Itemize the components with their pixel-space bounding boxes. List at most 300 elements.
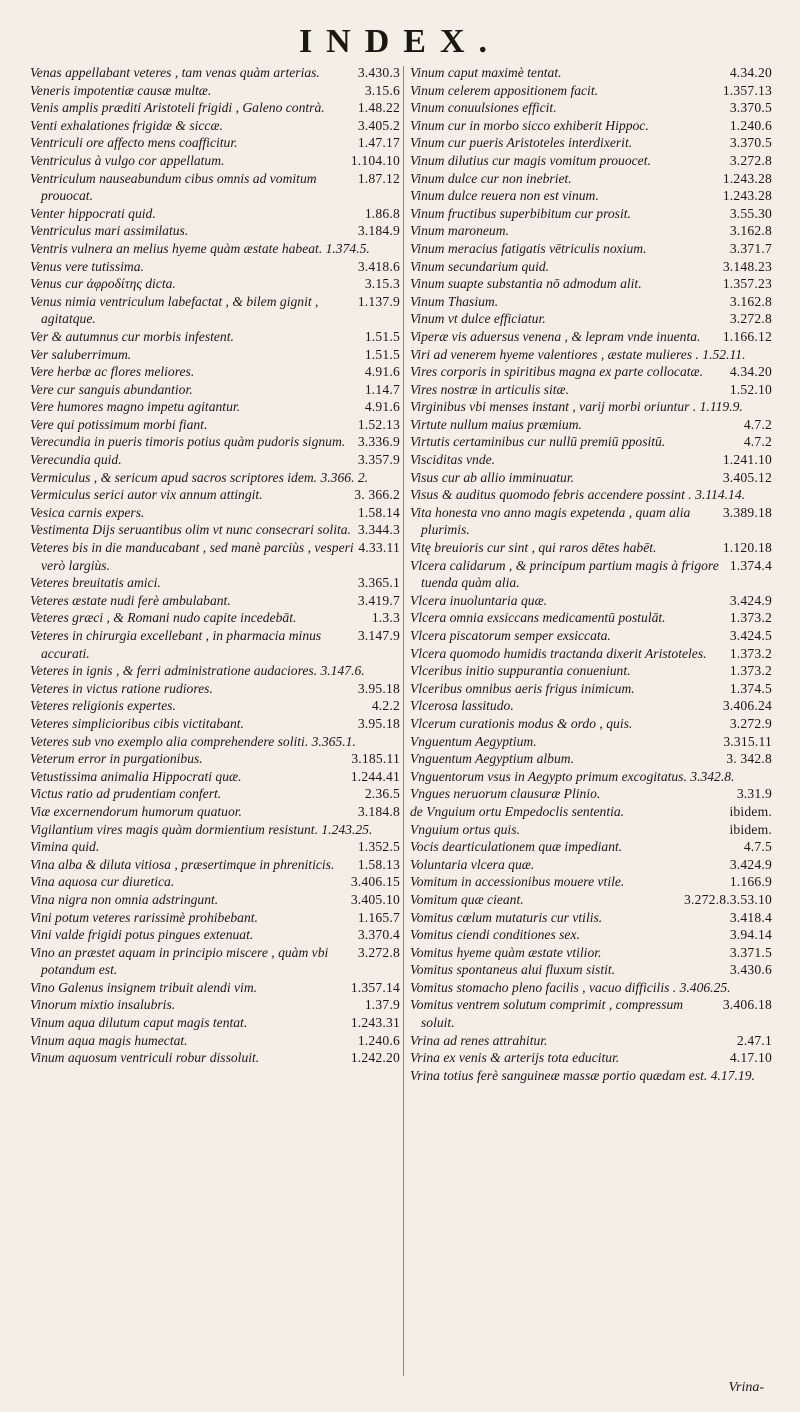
index-entry [30, 909, 400, 927]
entry-reference: 3.272.8 [729, 152, 772, 168]
index-entry [30, 293, 400, 328]
entry-reference: 3.430.3 [357, 65, 400, 80]
index-entry [30, 856, 400, 874]
entry-text: Veteres religionis expertes. [30, 698, 176, 714]
entry-text: Vlcerum curationis modus & ordo , quis. [410, 715, 633, 731]
entry-text: Veteres æstate nudi ferè ambulabant. [30, 592, 231, 608]
entry-text: Vlcera omnia exsiccans medicamentū postulāt. [410, 610, 666, 626]
entry-reference: 1.37.9 [364, 997, 400, 1013]
index-entry [30, 891, 400, 909]
entry-text: Veteres breuitatis amici. [30, 575, 161, 591]
entry-text: Vini potum veteres rarissimè prohibebant. [30, 909, 258, 925]
entry-text: Venus cur ἀφροδίτης dicta. [30, 276, 176, 292]
entry-text: Vina aquosa cur diuretica. [30, 874, 175, 890]
entry-text: Ventriculus à vulgo cor appellatum. [30, 152, 225, 168]
entry-text: Ver & autumnus cur morbis infestent. [30, 328, 234, 344]
entry-text: Ventriculum nauseabundum cibus omnis ad vomitum prouocat. [30, 170, 317, 204]
entry-reference: 3. 342.8 [726, 751, 772, 767]
entry-text: Vlceribus omnibus aeris frigus inimicum. [410, 680, 635, 696]
entry-text: Vomitus spontaneus alui fluxum sistit. [410, 962, 616, 978]
entry-text: Vere cur sanguis abundantior. [30, 381, 193, 397]
entry-text: Ver saluberrimum. [30, 346, 132, 362]
index-entry [410, 803, 772, 821]
entry-reference: 1.47.17 [357, 135, 400, 151]
entry-reference: 1.52.10 [729, 381, 772, 397]
entry-reference: 1.86.8 [364, 205, 400, 221]
entry-reference: 3.365.1 [357, 575, 400, 591]
entry-reference: 1.357.13 [722, 82, 772, 98]
index-entry [30, 838, 400, 856]
index-entry [30, 469, 400, 487]
entry-reference: 1.243.28 [722, 188, 772, 204]
entry-reference: 3.55.30 [729, 205, 772, 221]
entry-text: Vlceribus initio suppurantia conueniunt. [410, 663, 631, 679]
index-entry [410, 697, 772, 715]
index-entry [410, 117, 772, 135]
index-entry [410, 996, 772, 1031]
entry-text: Veterum error in purgationibus. [30, 751, 203, 767]
entry-reference: 3.15.6 [364, 82, 400, 98]
index-entry [410, 909, 772, 927]
entry-reference: 4.91.6 [364, 364, 400, 380]
entry-text: Venti exhalationes frigidæ & siccæ. [30, 117, 223, 133]
entry-text: Venter hippocrati quid. [30, 205, 156, 221]
entry-reference: 3.406.18 [722, 997, 772, 1013]
entry-text: Vrina totius ferè sanguineæ massæ portio quædam est. 4.17.19. [410, 1067, 755, 1083]
entry-text: Vigilantium vires magis quàm dormientium resistunt. 1.243.25. [30, 821, 373, 837]
entry-text: Vino Galenus insignem tribuit alendi vim. [30, 979, 258, 995]
index-entry [410, 592, 772, 610]
index-entry [30, 979, 400, 997]
index-entry [30, 134, 400, 152]
entry-text: Vere qui potissimum morbi fiant. [30, 416, 208, 432]
index-entry [410, 1049, 772, 1067]
index-entry [410, 504, 772, 539]
entry-reference: 3.418.4 [729, 909, 772, 925]
entry-reference: 1.242.20 [350, 1050, 400, 1066]
index-entry [30, 381, 400, 399]
entry-reference: 3.357.9 [357, 452, 400, 468]
entry-text: Vinum suapte substantia nō admodum alit. [410, 276, 642, 292]
index-entry [410, 609, 772, 627]
index-entry [410, 944, 772, 962]
entry-reference: 3.424.9 [729, 856, 772, 872]
entry-reference: 1.48.22 [357, 100, 400, 116]
entry-text: Vomitus hyeme quàm æstate vtilior. [410, 944, 602, 960]
entry-text: Vinorum mixtio insalubris. [30, 997, 176, 1013]
index-entry [30, 574, 400, 592]
entry-text: Vnguentum Aegyptium. [410, 733, 537, 749]
entry-reference: 3.424.9 [729, 592, 772, 608]
entry-reference: 1.166.12 [722, 328, 772, 344]
entry-text: Vermiculus , & sericum apud sacros scriptores idem. 3.366. 2. [30, 469, 369, 485]
entry-reference: 3.185.11 [351, 751, 400, 767]
entry-reference: 3.31.9 [736, 786, 772, 802]
index-entry [410, 662, 772, 680]
index-entry [410, 979, 772, 997]
entry-reference: 3.336.9 [357, 434, 400, 450]
entry-text: Vinum maroneum. [410, 223, 509, 239]
entry-reference: 4.7.5 [743, 839, 772, 855]
index-entry [30, 926, 400, 944]
entry-text: Vomitus ventrem solutum comprimit , compressum soluit. [410, 997, 684, 1031]
entry-text: Vocis dearticulationem quæ impediant. [410, 839, 623, 855]
index-entry [30, 1049, 400, 1067]
entry-reference: 1.166.9 [729, 874, 772, 890]
index-entry [410, 627, 772, 645]
entry-text: Virtutis certaminibus cur nullū premiū ppositū. [410, 434, 666, 450]
index-entry [30, 521, 400, 539]
entry-reference: 1.58.13 [357, 856, 400, 872]
entry-reference: 3.184.9 [357, 223, 400, 239]
index-entry [30, 504, 400, 522]
entry-text: Vestimenta Dijs seruantibus olim vt nunc consecrari solita. [30, 522, 351, 538]
entry-reference: 3.418.6 [357, 258, 400, 274]
entry-text: Vires nostræ in articulis sitæ. [410, 381, 569, 397]
entry-reference: 4.34.20 [729, 364, 772, 380]
index-entry [30, 64, 400, 82]
index-entry [30, 433, 400, 451]
index-entry [410, 557, 772, 592]
entry-reference: 1.374.4 [729, 557, 772, 573]
entry-text: Vere herbæ ac flores meliores. [30, 364, 195, 380]
entry-text: Vinum Thasium. [410, 293, 499, 309]
entry-text: Veteres sub vno exemplo alia comprehendere soliti. 3.365.1. [30, 733, 356, 749]
entry-reference: 4.7.2 [743, 416, 772, 432]
catchword: Vrina- [728, 1380, 764, 1395]
entry-text: Virginibus vbi menses instant , varij morbi oriuntur . 1.119.9. [410, 399, 743, 415]
entry-reference: 1.137.9 [357, 293, 400, 309]
index-entry [410, 258, 772, 276]
entry-reference: 4.17.10 [729, 1050, 772, 1066]
entry-text: Vlcerosa lassitudo. [410, 698, 514, 714]
entry-text: Vomitum in accessionibus mouere vtile. [410, 874, 625, 890]
index-entry [410, 328, 772, 346]
index-entry [410, 152, 772, 170]
entry-text: Vinum meracius fatigatis vētriculis noxium. [410, 240, 647, 256]
entry-text: Veteres bis in die manducabant , sed manè parciùs , vesperi verò largiùs. [30, 540, 354, 573]
entry-reference: 3.95.18 [357, 680, 400, 696]
entry-text: Victus ratio ad prudentiam confert. [30, 786, 222, 802]
index-entry [410, 750, 772, 768]
entry-text: Vina nigra non omnia adstringunt. [30, 891, 219, 907]
index-entry [410, 838, 772, 856]
index-entry [410, 926, 772, 944]
entry-text: Vinum aqua magis humectat. [30, 1032, 188, 1048]
index-entry [30, 258, 400, 276]
entry-text: Visciditas vnde. [410, 452, 496, 468]
entry-text: Vita honesta vno anno magis expetenda , quam alia plurimis. [410, 504, 691, 538]
entry-reference: 2.36.5 [364, 786, 400, 802]
entry-reference: 1.104.10 [350, 152, 400, 168]
index-entry [30, 117, 400, 135]
index-entry [410, 416, 772, 434]
index-entry [30, 750, 400, 768]
index-entry [30, 680, 400, 698]
index-entry [410, 1032, 772, 1050]
index-entry [410, 891, 772, 909]
entry-text: de Vnguium ortu Empedoclis sententia. [410, 803, 625, 819]
index-entry [30, 803, 400, 821]
entry-text: Vrina ex venis & arterijs tota educitur. [410, 1050, 620, 1066]
index-entry [410, 398, 772, 416]
entry-reference: 1.243.31 [350, 1015, 400, 1031]
entry-reference: 3.405.12 [722, 469, 772, 485]
index-entry [30, 785, 400, 803]
entry-text: Vinum dulce reuera non est vinum. [410, 188, 599, 204]
index-entry [30, 662, 400, 680]
index-entry [30, 222, 400, 240]
entry-reference: 1.240.6 [357, 1032, 400, 1048]
entry-reference: 3.344.3 [357, 522, 400, 538]
entry-text: Vlcera calidarum , & principum partium magis à frigore tuenda quàm alia. [410, 557, 719, 591]
entry-text: Veteres simplicioribus cibis victitabant. [30, 715, 244, 731]
entry-reference: 3.94.14 [729, 927, 772, 943]
page-title: INDEX. [298, 23, 502, 60]
entry-reference: 1.240.6 [729, 117, 772, 133]
entry-text: Ventris vulnera an melius hyeme quàm æstate habeat. 1.374.5. [30, 240, 370, 256]
entry-reference: 3.405.2 [357, 117, 400, 133]
index-entry [30, 697, 400, 715]
index-entry [410, 170, 772, 188]
entry-reference: 1.244.41 [350, 768, 400, 784]
entry-text: Verecundia quid. [30, 452, 122, 468]
index-entry [30, 416, 400, 434]
entry-text: Vrina ad renes attrahitur. [410, 1032, 548, 1048]
entry-reference: 3.148.23 [722, 258, 772, 274]
index-entry [30, 486, 400, 504]
entry-reference: 1.241.10 [722, 452, 772, 468]
entry-text: Vlcera piscatorum semper exsiccata. [410, 628, 611, 643]
entry-text: Viri ad venerem hyeme valentiores , æstate mulieres . 1.52.11. [410, 346, 746, 362]
index-entry [410, 469, 772, 487]
entry-text: Vinum aquosum ventriculi robur dissoluit. [30, 1050, 260, 1066]
entry-reference: 3.406.24 [722, 698, 772, 714]
entry-reference: 3.272.8 [729, 311, 772, 327]
index-entry [410, 275, 772, 293]
entry-text: Veteres in victus ratione rudiores. [30, 680, 213, 696]
entry-text: Virtute nullum maius præmium. [410, 416, 582, 432]
index-entry [30, 609, 400, 627]
entry-text: Verecundia in pueris timoris potius quàm pudoris signum. [30, 434, 346, 450]
entry-text: Ventriculi ore affecto mens coafficitur. [30, 135, 238, 151]
entry-text: Vinum conuulsiones efficit. [410, 100, 557, 116]
entry-reference: 3.389.18 [722, 504, 772, 520]
entry-reference: 3.424.5 [729, 628, 772, 643]
index-entry [30, 592, 400, 610]
index-entry [410, 222, 772, 240]
index-entry [30, 768, 400, 786]
index-entry [30, 275, 400, 293]
entry-text: Vesica carnis expers. [30, 504, 145, 520]
entry-reference: 4.91.6 [364, 399, 400, 415]
entry-reference: ibidem. [729, 803, 772, 819]
index-entry [30, 715, 400, 733]
entry-reference: 1.51.5 [364, 346, 400, 362]
entry-text: Vires corporis in spiritibus magna ex parte collocatæ. [410, 364, 704, 380]
index-entry [410, 768, 772, 786]
column-divider [403, 66, 404, 1376]
entry-text: Veteres in chirurgia excellebant , in pharmacia minus accurati. [30, 628, 322, 661]
entry-reference: 3.370.5 [729, 135, 772, 151]
entry-text: Visus & auditus quomodo febris accendere possint . 3.114.14. [410, 487, 746, 503]
entry-text: Venus vere tutissima. [30, 258, 144, 274]
index-entry [30, 346, 400, 364]
index-entry [410, 785, 772, 803]
index-entry [410, 856, 772, 874]
index-entry [410, 961, 772, 979]
index-entry [410, 99, 772, 117]
entry-text: Vinum secundarium quid. [410, 258, 550, 274]
right-column [410, 64, 772, 1084]
entry-text: Venis amplis præditi Aristoteli frigidi , Galeno contrà. [30, 100, 325, 116]
entry-reference: 3.371.7 [729, 240, 772, 256]
index-entry [410, 733, 772, 751]
entry-text: Vinum cur in morbo sicco exhiberit Hippoc. [410, 117, 649, 133]
index-entry [30, 240, 400, 258]
entry-reference: 1.243.28 [722, 170, 772, 186]
entry-reference: 3.272.9 [729, 715, 772, 731]
entry-text: Vini valde frigidi potus pingues extenuat. [30, 927, 254, 943]
entry-text: Veteres in ignis , & ferri administratione audaciores. 3.147.6. [30, 663, 365, 679]
index-entry [30, 821, 400, 839]
index-entry [30, 205, 400, 223]
entry-text: Vnguentorum vsus in Aegypto primum excogitatus. 3.342.8. [410, 768, 735, 784]
entry-text: Vlcera quomodo humidis tractanda dixerit Aristoteles. [410, 645, 707, 661]
index-entry [410, 346, 772, 364]
entry-text: Vngues neruorum clausuræ Plinio. [410, 786, 601, 802]
entry-reference: 3.95.18 [357, 715, 400, 731]
entry-reference: 4.7.2 [743, 434, 772, 450]
index-entry [30, 82, 400, 100]
entry-reference: 1.58.14 [357, 504, 400, 520]
index-entry [30, 451, 400, 469]
entry-text: Voluntaria vlcera quæ. [410, 856, 535, 872]
entry-reference: 1.14.7 [364, 381, 400, 397]
index-entry [410, 451, 772, 469]
entry-reference: 4.34.20 [729, 65, 772, 80]
entry-reference: 3.162.8 [729, 223, 772, 239]
entry-reference: 1.357.23 [722, 276, 772, 292]
index-entry [410, 715, 772, 733]
entry-text: Vomitus cœlum mutaturis cur vtilis. [410, 909, 603, 925]
index-entry [410, 486, 772, 504]
entry-text: Viperæ vis aduersus venena , & lepram vnde inuenta. [410, 328, 701, 344]
index-entry [410, 187, 772, 205]
entry-text: Vinum cur pueris Aristoteles interdixerit. [410, 135, 633, 151]
entry-reference: 1.52.13 [357, 416, 400, 432]
index-entry [410, 680, 772, 698]
entry-text: Venus nimia ventriculum labefactat , & bilem gignit , agitatque. [30, 293, 319, 327]
entry-text: Vina alba & diluta vitiosa , præsertimque in phreniticis. [30, 856, 335, 872]
index-entry [410, 645, 772, 663]
entry-text: Vetustissima animalia Hippocrati quæ. [30, 768, 242, 784]
entry-reference: 1.373.2 [729, 645, 772, 661]
entry-reference: 3.370.5 [729, 100, 772, 116]
entry-reference: 2.47.1 [736, 1032, 772, 1048]
index-entry [30, 363, 400, 381]
index-entry [30, 398, 400, 416]
index-entry [410, 205, 772, 223]
entry-reference: 3.184.8 [357, 803, 400, 819]
entry-reference: 4.33.11 [358, 540, 400, 556]
entry-text: Vitę breuioris cur sint , qui raros dētes habēt. [410, 540, 657, 556]
index-entry [410, 64, 772, 82]
entry-text: Vinum vt dulce efficiatur. [410, 311, 546, 327]
index-entry [30, 152, 400, 170]
entry-reference: 1.374.5 [729, 680, 772, 696]
entry-reference: 3.406.15 [350, 874, 400, 890]
entry-reference: 1.373.2 [729, 610, 772, 626]
entry-text: Viæ excernendorum humorum quatuor. [30, 803, 242, 819]
entry-text: Visus cur ab allio imminuatur. [410, 469, 575, 485]
entry-reference: 3.370.4 [357, 927, 400, 943]
entry-text: Vomitus ciendi conditiones sex. [410, 927, 580, 943]
entry-reference: 3.371.5 [729, 944, 772, 960]
entry-text: Vinum fructibus superbibitum cur prosit. [410, 205, 631, 221]
entry-reference: 1.357.14 [350, 979, 400, 995]
entry-text: Vlcera inuoluntaria quæ. [410, 592, 548, 608]
index-entry [410, 1067, 772, 1085]
entry-text: Vnguium ortus quis. [410, 821, 520, 837]
entry-text: Ventriculus mari assimilatus. [30, 223, 189, 239]
entry-reference: 1.120.18 [722, 540, 772, 556]
index-entry [410, 539, 772, 557]
entry-text: Veneris impotentiæ causæ multæ. [30, 82, 212, 98]
index-entry [30, 170, 400, 205]
entry-text: Vino an præstet aquam in principio miscere , quàm vbi potandum est. [30, 944, 329, 978]
index-entry [410, 363, 772, 381]
index-entry [30, 627, 400, 662]
entry-reference: 3.315.11 [723, 733, 772, 749]
index-entry [410, 873, 772, 891]
left-column [30, 64, 400, 1067]
index-entry [410, 433, 772, 451]
entry-reference: 3.430.6 [729, 962, 772, 978]
entry-reference: 1.165.7 [357, 909, 400, 925]
entry-text: Vnguentum Aegyptium album. [410, 751, 574, 767]
entry-reference: 3. 366.2 [354, 487, 400, 503]
index-entry [30, 944, 400, 979]
entry-reference: 1.51.5 [364, 328, 400, 344]
index-entry [30, 996, 400, 1014]
index-entry [410, 240, 772, 258]
entry-text: Vomitus stomacho pleno facilis , vacuo difficilis . 3.406.25. [410, 979, 731, 995]
entry-reference: 1.352.5 [357, 839, 400, 855]
index-entry [410, 82, 772, 100]
entry-reference: 3.147.9 [357, 628, 400, 643]
entry-reference: 3.419.7 [357, 592, 400, 608]
entry-reference: 3.272.8 [357, 944, 400, 960]
index-entry [410, 134, 772, 152]
entry-text: Vere humores magno impetu agitantur. [30, 399, 241, 415]
entry-text: Vinum celerem appositionem facit. [410, 82, 599, 98]
index-entry [30, 99, 400, 117]
entry-text: Vinum dulce cur non inebriet. [410, 170, 572, 186]
entry-text: Vomitum quæ cieant. [410, 891, 524, 907]
entry-reference: 1.3.3 [371, 610, 400, 626]
entry-text: Vinum dilutius cur magis vomitum prouocet. [410, 152, 651, 168]
index-entry [410, 821, 772, 839]
index-entry [30, 1032, 400, 1050]
entry-reference: 1.87.12 [357, 170, 400, 186]
entry-text: Venas appellabant veteres , tam venas quàm arterias. [30, 65, 320, 80]
entry-reference: 3.405.10 [350, 891, 400, 907]
entry-reference: ibidem. [729, 821, 772, 837]
index-entry [410, 381, 772, 399]
entry-reference: 3.15.3 [364, 276, 400, 292]
entry-text: Vermiculus serici autor vix annum attingit. [30, 487, 263, 503]
